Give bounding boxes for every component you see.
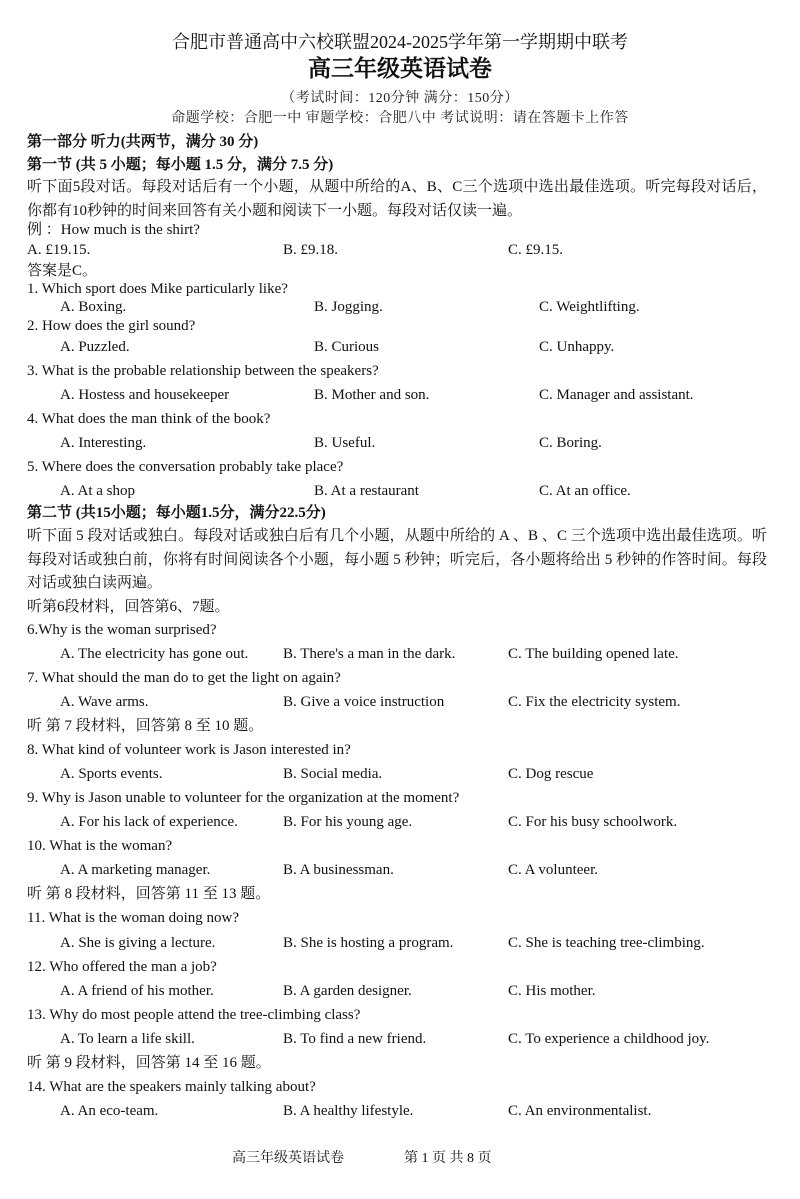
q12-option-a: A. A friend of his mother. [60, 983, 214, 999]
q12-option-b: B. A garden designer. [283, 983, 412, 999]
material-6-label: 听第6段材料，回答第6、7题。 [27, 599, 230, 615]
example-question: 例 ：How much is the shirt? [27, 222, 200, 238]
section2-heading: 第二节 (共15小题；每小题1.5分，满分22.5分) [27, 505, 326, 521]
q14-option-c: C. An environmentalist. [508, 1103, 652, 1119]
q6-option-a: A. The electricity has gone out. [60, 646, 249, 662]
q13-option-c: C. To experience a childhood joy. [508, 1031, 710, 1047]
q4-option-a: A. Interesting. [60, 435, 147, 451]
question-4: 4. What does the man think of the book? [27, 411, 271, 427]
question-7: 7. What should the man do to get the light on again? [27, 670, 341, 686]
question-1: 1. Which sport does Mike particularly like? [27, 281, 288, 297]
question-10: 10. What is the woman? [27, 838, 173, 854]
example-option-a: A. £19.15. [27, 242, 91, 258]
q3-option-a: A. Hostess and housekeeper [60, 387, 230, 403]
q14-option-a: A. An eco-team. [60, 1103, 159, 1119]
example-option-b: B. £9.18. [283, 242, 339, 258]
footer-page-number: 第 1 页 共 8 页 [404, 1151, 492, 1166]
q5-option-b: B. At a restaurant [314, 483, 419, 499]
question-11: 11. What is the woman doing now? [27, 910, 240, 926]
q1-option-b: B. Jogging. [314, 299, 383, 315]
q7-option-b: B. Give a voice instruction [283, 694, 445, 710]
q7-option-c: C. Fix the electricity system. [508, 694, 681, 710]
material-9-label: 听 第 9 段材料，回答第 14 至 16 题。 [27, 1055, 271, 1071]
material-7-label: 听 第 7 段材料，回答第 8 至 10 题。 [27, 718, 264, 734]
q6-option-c: C. The building opened late. [508, 646, 679, 662]
q11-option-b: B. She is hosting a program. [283, 935, 454, 951]
example-answer: 答案是C。 [27, 263, 98, 279]
q1-option-c: C. Weightlifting. [539, 299, 640, 315]
q6-option-b: B. There's a man in the dark. [283, 646, 456, 662]
material-8-label: 听 第 8 段材料，回答第 11 至 13 题。 [27, 886, 271, 902]
q2-option-a: A. Puzzled. [60, 339, 130, 355]
q12-option-c: C. His mother. [508, 983, 596, 999]
q4-option-b: B. Useful. [314, 435, 376, 451]
q14-option-b: B. A healthy lifestyle. [283, 1103, 414, 1119]
q8-option-b: B. Social media. [283, 766, 383, 782]
q10-option-c: C. A volunteer. [508, 862, 598, 878]
question-13: 13. Why do most people attend the tree-climbing class? [27, 1007, 361, 1023]
q11-option-a: A. She is giving a lecture. [60, 935, 216, 951]
q5-option-c: C. At an office. [539, 483, 631, 499]
q2-option-c: C. Unhappy. [539, 339, 615, 355]
q2-option-b: B. Curious [314, 339, 380, 355]
q8-option-a: A. Sports events. [60, 766, 163, 782]
q4-option-c: C. Boring. [539, 435, 602, 451]
question-2: 2. How does the girl sound? [27, 318, 196, 334]
q1-option-a: A. Boxing. [60, 299, 127, 315]
question-14: 14. What are the speakers mainly talking about? [27, 1079, 316, 1095]
section1-instructions: 听下面5段对话。每段对话后有一个小题，从题中所给的A、B、C三个选项中选出最佳选项。听完每段对话后，你都有10秒钟的时间来回答有关小题和阅读下一小题。每段对话仅读一遍。 [27, 179, 767, 219]
question-8: 8. What kind of volunteer work is Jason interested in? [27, 742, 351, 758]
q7-option-a: A. Wave arms. [60, 694, 149, 710]
question-6: 6.Why is the woman surprised? [27, 622, 217, 638]
footer-exam-name: 高三年级英语试卷 [232, 1151, 344, 1166]
section2-instructions: 听下面 5 段对话或独白。每段对话或独白后有几个小题，从题中所给的 A 、B 、C 三个选项中选出最佳选项。听每段对话或独白前，你将有时间阅读各个小题，每小题 5 秒钟；听完后，各小题将给出 5 秒钟的作答时间。每段对话或独白读两遍。 [27, 528, 767, 591]
q9-option-c: C. For his busy schoolwork. [508, 814, 678, 830]
section1-heading: 第一节 (共 5 小题；每小题 1.5 分，满分 7.5 分) [27, 157, 334, 173]
q3-option-c: C. Manager and assistant. [539, 387, 694, 403]
q9-option-b: B. For his young age. [283, 814, 413, 830]
school-header: 合肥市普通高中六校联盟2024-2025学年第一学期期中联考 [172, 32, 628, 52]
q13-option-b: B. To find a new friend. [283, 1031, 427, 1047]
q10-option-b: B. A businessman. [283, 862, 394, 878]
page-title: 高三年级英语试卷 [308, 56, 492, 82]
exam-notes: 命题学校：合肥一中 审题学校：合肥八中 考试说明：请在答题卡上作答 [171, 111, 629, 126]
question-5: 5. Where does the conversation probably take place? [27, 459, 344, 475]
q13-option-a: A. To learn a life skill. [60, 1031, 195, 1047]
q9-option-a: A. For his lack of experience. [60, 814, 238, 830]
q5-option-a: A. At a shop [60, 483, 135, 499]
q10-option-a: A. A marketing manager. [60, 862, 211, 878]
part1-heading: 第一部分 听力(共两节，满分 30 分) [27, 134, 259, 150]
q3-option-b: B. Mother and son. [314, 387, 430, 403]
question-12: 12. Who offered the man a job? [27, 959, 217, 975]
q11-option-c: C. She is teaching tree-climbing. [508, 935, 705, 951]
question-3: 3. What is the probable relationship between the speakers? [27, 363, 379, 379]
exam-info: （考试时间：120分钟 满分：150分） [281, 91, 519, 106]
q8-option-c: C. Dog rescue [508, 766, 594, 782]
example-option-c: C. £9.15. [508, 242, 564, 258]
question-9: 9. Why is Jason unable to volunteer for the organization at the moment? [27, 790, 460, 806]
